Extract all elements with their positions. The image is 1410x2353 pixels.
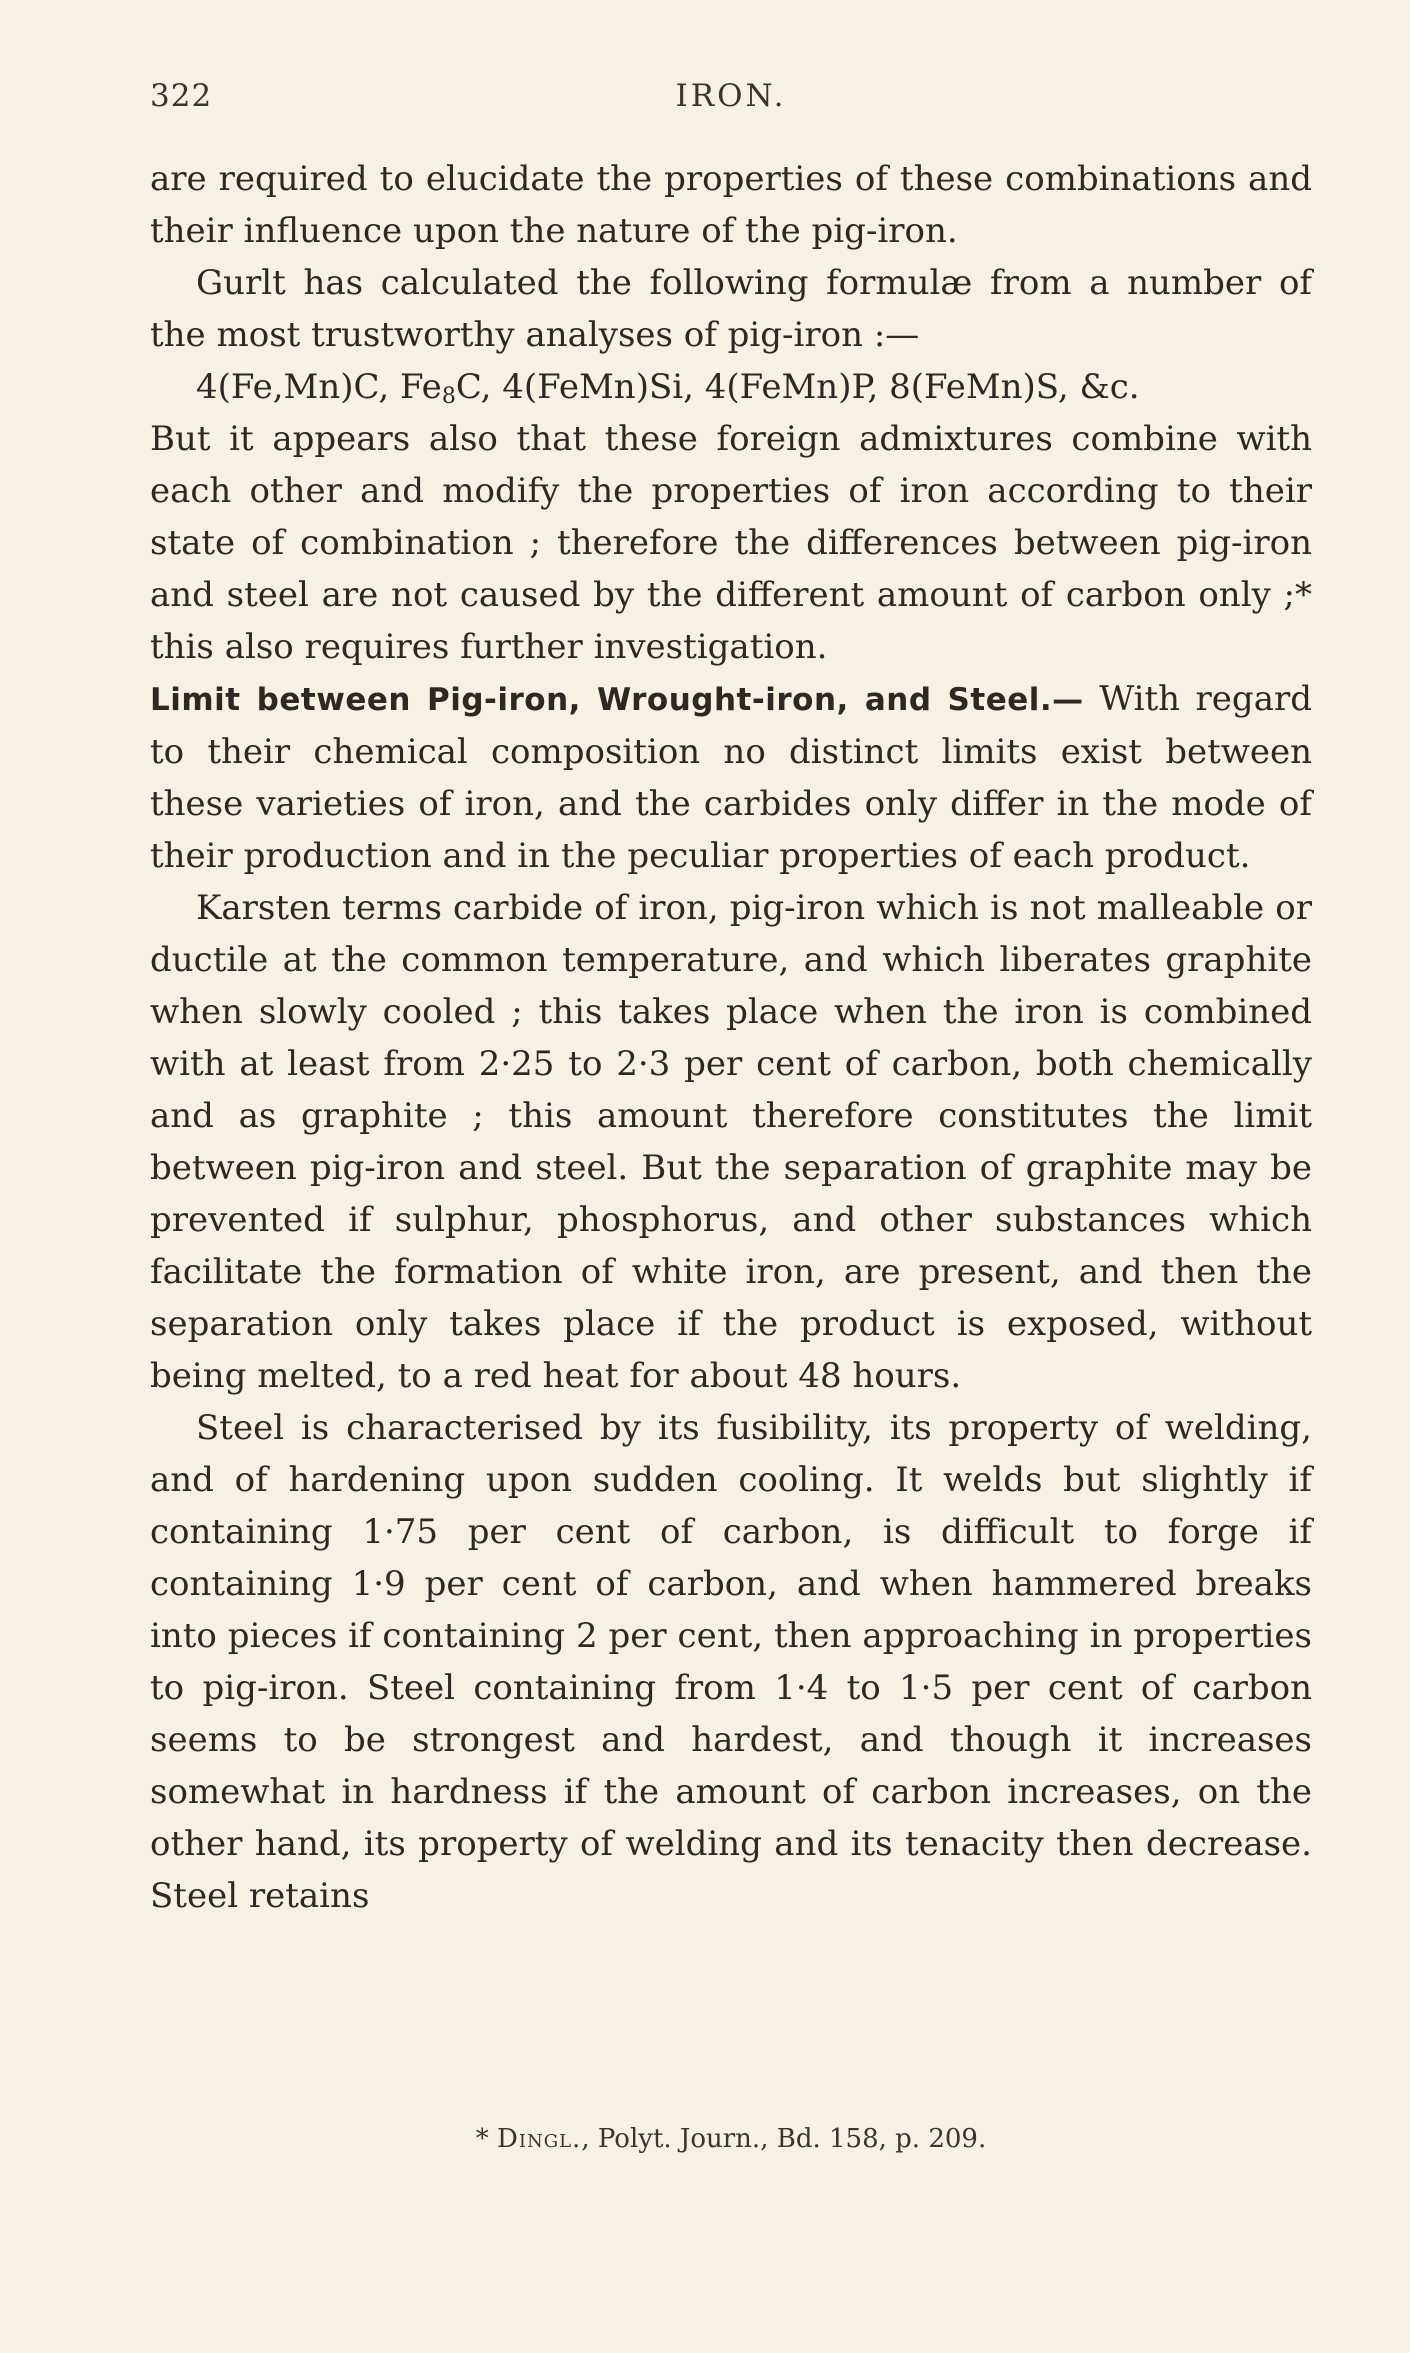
running-head: IRON. [675,78,787,114]
paragraph-karsten: Karsten terms carbide of iron, pig-iron which is not malleable or ductile at the common temperature, and which liberates graphite when slowly cooled ; this takes place when the iron is combined with at least from 2·25 to 2·3 per cent of carbon, both chemically and as graphite ; this amount therefore constitutes the limit between pig-iron and steel. But the separation of graphite may be prevented if sulphur, phosphorus, and other substances which facilitate the formation of white iron, are present, and then the separation only takes place if the product is exposed, without being melted, to a red heat for about 48 hours. [150,888,1312,1396]
paragraph-steel: Steel is characterised by its fusibility, its property of welding, and of hardening upon sudden cooling. It welds but slightly if containing 1·75 per cent of carbon, is difficult to forge if containing 1·9 per cent of carbon, and when hammered breaks into pieces if containing 2 per cent, then approaching in properties to pig-iron. Steel containing from 1·4 to 1·5 per cent of carbon seems to be strongest and hardest, and though it increases somewhat in hardness if the amount of carbon increases, on the other hand, its property of welding and its tenacity then decrease. Steel retains [150,1408,1312,1916]
section-heading: Limit between Pig-iron, Wrought-iron, and Steel.— [150,682,1084,718]
page-header [150,78,1312,128]
paragraph-limit-text: With regard to their chemical composition no distinct limits exist between these varieties of iron, and the carbides only differ in the mode of their production and in the peculiar properties of each product. [150,679,1312,876]
paragraph-gurlt: Gurlt has calculated the following formulæ from a number of the most trustworthy analyses of pig-iron :— [150,263,1312,355]
formula-part-1: 4(Fe,Mn)C, Fe [196,367,442,407]
formula-line [150,361,1312,413]
footnote-author: Dingl. [497,2124,582,2154]
body-text [150,153,1312,1922]
formula-subscript: 8 [441,384,456,409]
footnote [150,2124,1312,2154]
formula-part-2: C, 4(FeMn)Si, 4(FeMn)P, 8(FeMn)S, &c. [455,367,1140,407]
page-number: 322 [150,78,213,114]
paragraph-continuation: are required to elucidate the properties of these combinations and their influence upon the nature of the pig-iron. [150,159,1312,251]
footnote-marker: * [475,2124,489,2154]
footnote-citation: , Polyt. Journ., Bd. 158, p. 209. [581,2124,987,2154]
paragraph-limit [150,673,1312,882]
paragraph-admixtures: But it appears also that these foreign admixtures combine with each other and modify the properties of iron according to their state of combination ; therefore the differences between pig-iron and steel are not caused by the different amount of carbon only ;* this also requires further investigation. [150,419,1312,667]
